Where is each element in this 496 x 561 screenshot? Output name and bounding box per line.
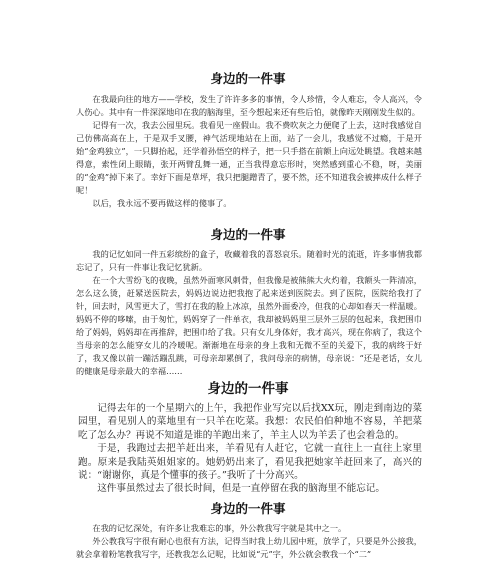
essay-paragraph: 在我的记忆深处，有许多让我难忘的事，外公教我写字就是其中之一。	[92, 523, 347, 533]
essay-section-4	[0, 500, 496, 561]
essay-paragraph: 记得去年的一个星期六的上午，我把作业写完以后找XX玩，刚走到南边的菜园里，看见别人的菜地里有一只羊在吃菜。我想：农民伯伯种地不容易，羊把菜吃了怎么办？再说不知道是谁的羊跑出来了，羊主人以为羊丢了也会着急的。	[78, 403, 422, 441]
essay-section-3	[0, 380, 496, 496]
essay-paragraph: 以后，我永远不要再做这样的傻事了。	[92, 198, 232, 208]
essay-title: 身边的一件事	[210, 227, 286, 242]
essay-paragraph: 我的记忆如同一件五彩缤纷的盒子，收藏着我的喜怒哀乐。随着时光的流逝，许多事情我都忘记了，只有一件事让我记忆犹新。	[76, 249, 422, 272]
essay-paragraph: 这件事虽然过去了很长时间，但是一直停留在我的脑海里不能忘记。	[97, 483, 385, 495]
essay-section-1	[0, 70, 496, 210]
essay-title: 身边的一件事	[210, 501, 286, 516]
essay-paragraph: 于是，我跑过去把羊赶出来，羊看见有人赶它，它就一直往上一直往上家里跑。原来是我陆英姐姐家的。她奶奶出来了，看见我把她家羊赶回来了，高兴的说：“谢谢你，真是个懂事的孩子。”我听了十分高兴。	[78, 443, 422, 482]
essay-paragraph: 外公教我写字很有耐心也很有方法，记得当时我上幼儿园中班，放学了，只要是外公接我，就会拿着粉笔教我写字，还教我怎么记呢，比如说“元”字，外公就会教我一个“二”	[76, 536, 422, 559]
essay-title: 身边的一件事	[210, 71, 286, 86]
essay-section-2	[0, 226, 496, 378]
essay-paragraph: 在一个大雪纷飞的夜晚，虽然外面寒风刺骨，但我像是被熊熊大火灼着，我额头一阵清凉，怎么这么烫，赶紧送医院去，妈妈边说边把我抱了起来送到医院去。到了医院，医院给我打了针，回去时，风雪更大了，雪打在我的脸上冰凉，虽然外面委冷，但我的心却如春天一样温暖。妈妈不停的哆嗦，由于匆忙，妈妈穿了一件单衣，我却被妈妈里三层外三层的包起来，我把围巾给了妈妈，妈妈却在再推辞，把围巾给了我。只有女儿身体好，我才高兴，现在你病了，我这个当母亲的怎么能穿女儿的冷暖呢。渐渐地在母亲的身上我和无微不至的关爱下，我的病终于好了，我又像以前一蹦活蹦乱跳，可母亲却累倒了，我问母亲的病情，母亲说：“还是老话，女儿的健康是母亲最大的幸福……	[76, 275, 422, 376]
essay-paragraph: 记得有一次，我去公园里玩。我看见一座假山。我不费吹灰之力便爬了上去，这时我感觉自己仿佛高高在上，于是双手叉腰，神气活现地站在上面，站了一会儿，我感觉不过瘾，于是开始“金鸡独立”，一只脚抬起，还学着孙悟空的样子，把一只手搭在前额上向远处眺望。我越来越得意，索性闭上眼睛，张开两臂乱舞一通，正当我得意忘形时，突然感到重心不稳，呀，美丽的“金鸡”掉下来了。幸好下面是草坪，我只把腿蹭青了，要不然，还不知道我会被摔成什么样子呢！	[76, 120, 422, 195]
essay-paragraph: 在我最向往的地方——学校，发生了许许多多的事情，令人珍惜，令人难忘，令人高兴，令人伤心。其中有一件深深地印在我的脑海里，至今想起来还有些后怕，就像昨天刚刚发生似的。	[76, 94, 422, 117]
essay-title: 身边的一件事	[207, 381, 289, 397]
